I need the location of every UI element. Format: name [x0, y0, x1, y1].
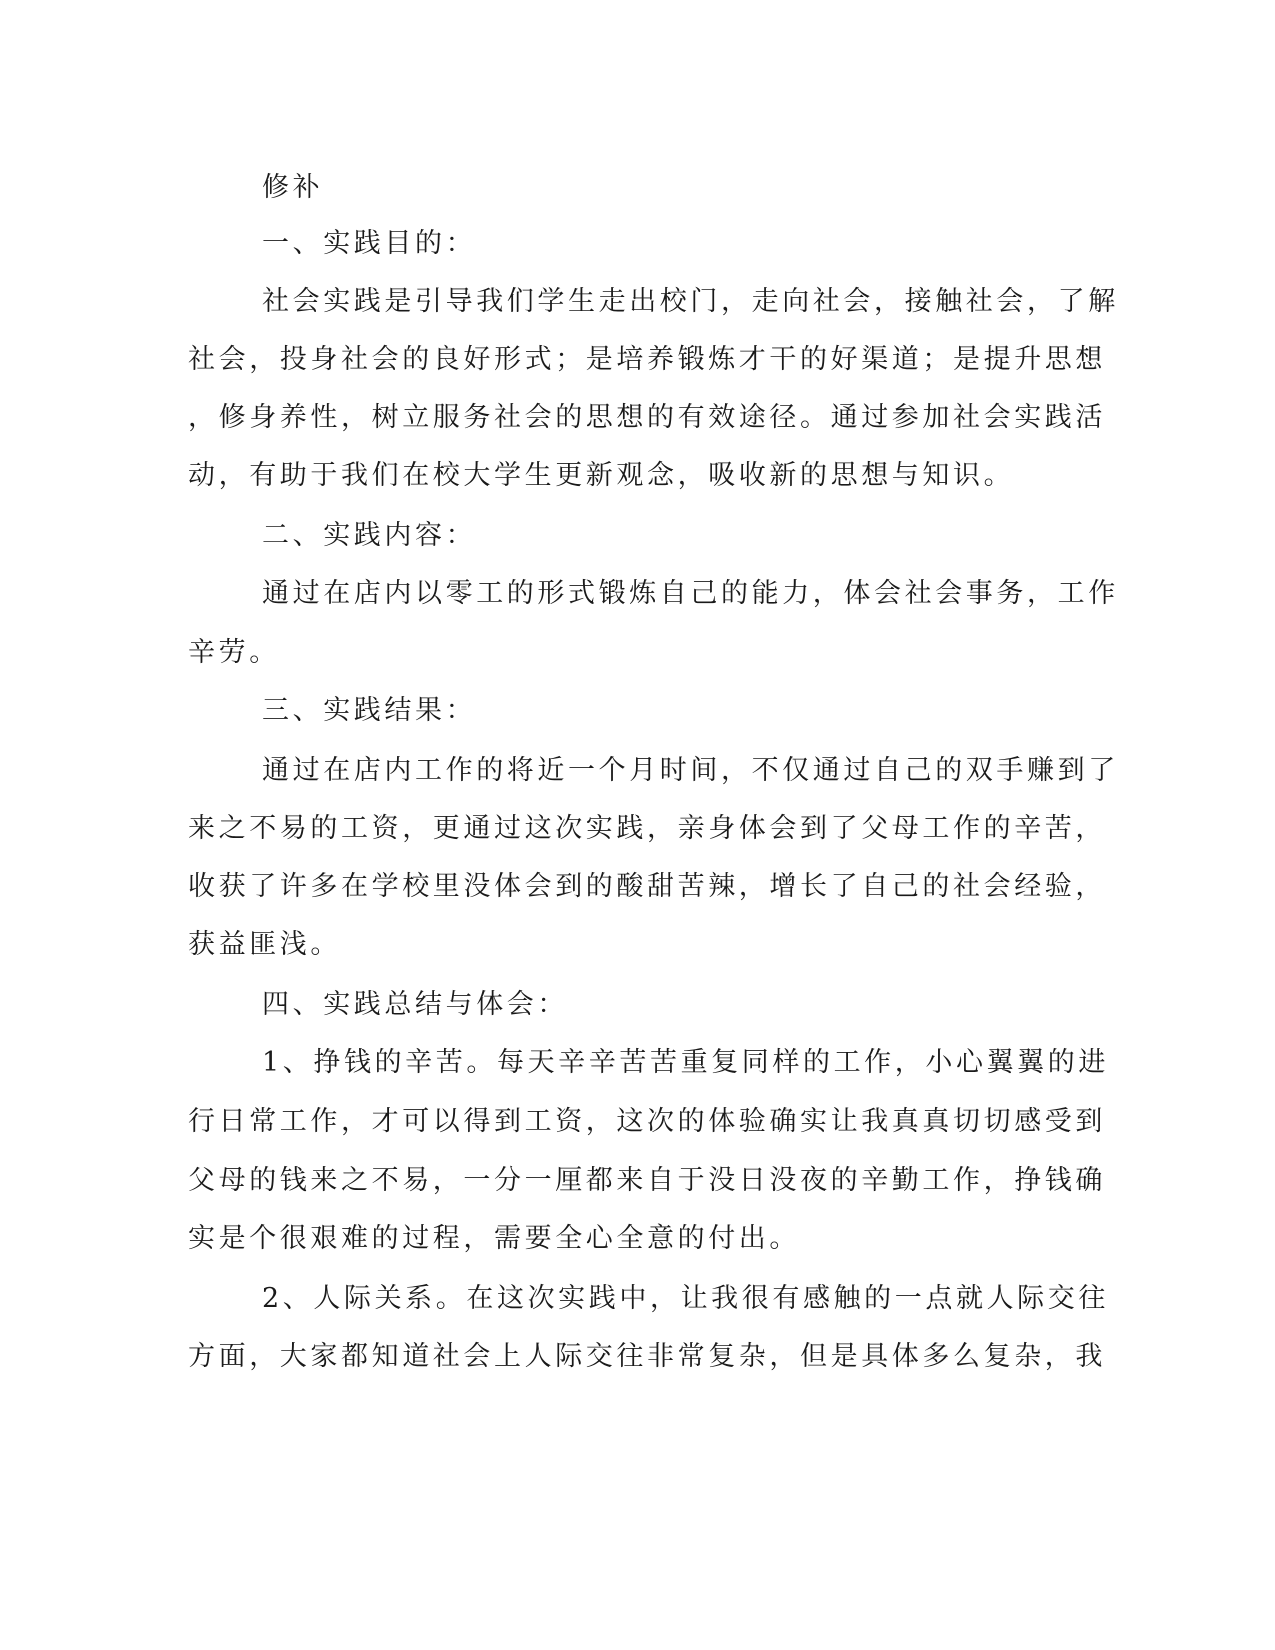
paragraph-line: 通过在店内工作的将近一个月时间，不仅通过自己的双手赚到了 [262, 755, 1119, 786]
paragraph-line: 方面，大家都知道社会上人际交往非常复杂，但是具体多么复杂，我 [188, 1341, 1106, 1372]
paragraph-line: 通过在店内以零工的形式锻炼自己的能力，体会社会事务，工作 [262, 578, 1119, 609]
paragraph-line: 2、人际关系。在这次实践中，让我很有感触的一点就人际交往 [262, 1283, 1109, 1314]
paragraph-line: 获益匪浅。 [188, 929, 341, 960]
section-heading-summary: 四、实践总结与体会： [262, 989, 568, 1020]
paragraph-line: 收获了许多在学校里没体会到的酸甜苦辣，增长了自己的社会经验， [188, 871, 1106, 902]
paragraph-line: 社会实践是引导我们学生走出校门，走向社会，接触社会，了解 [262, 286, 1119, 317]
paragraph-line: 来之不易的工资，更通过这次实践，亲身体会到了父母工作的辛苦， [188, 813, 1106, 844]
paragraph-line: 实是个很艰难的过程，需要全心全意的付出。 [188, 1223, 800, 1254]
section-heading-result: 三、实践结果： [262, 695, 477, 726]
paragraph-line: 动，有助于我们在校大学生更新观念，吸收新的思想与知识。 [188, 460, 1015, 491]
paragraph-line: 辛劳。 [188, 637, 280, 668]
paragraph-line: 社会，投身社会的良好形式；是培养锻炼才干的好渠道；是提升思想 [188, 344, 1106, 375]
section-heading-purpose: 一、实践目的： [262, 228, 477, 259]
paragraph-line: 父母的钱来之不易，一分一厘都来自于没日没夜的辛勤工作，挣钱确 [188, 1165, 1106, 1196]
paragraph-line: 行日常工作，才可以得到工资，这次的体验确实让我真真切切感受到 [188, 1106, 1106, 1137]
paragraph-line: 1、挣钱的辛苦。每天辛辛苦苦重复同样的工作，小心翼翼的进 [262, 1047, 1109, 1078]
section-heading-content: 二、实践内容： [262, 520, 477, 551]
paragraph-line: ，修身养性，树立服务社会的思想的有效途径。通过参加社会实践活 [188, 402, 1106, 433]
text-line-fragment: 修补 [262, 172, 324, 203]
